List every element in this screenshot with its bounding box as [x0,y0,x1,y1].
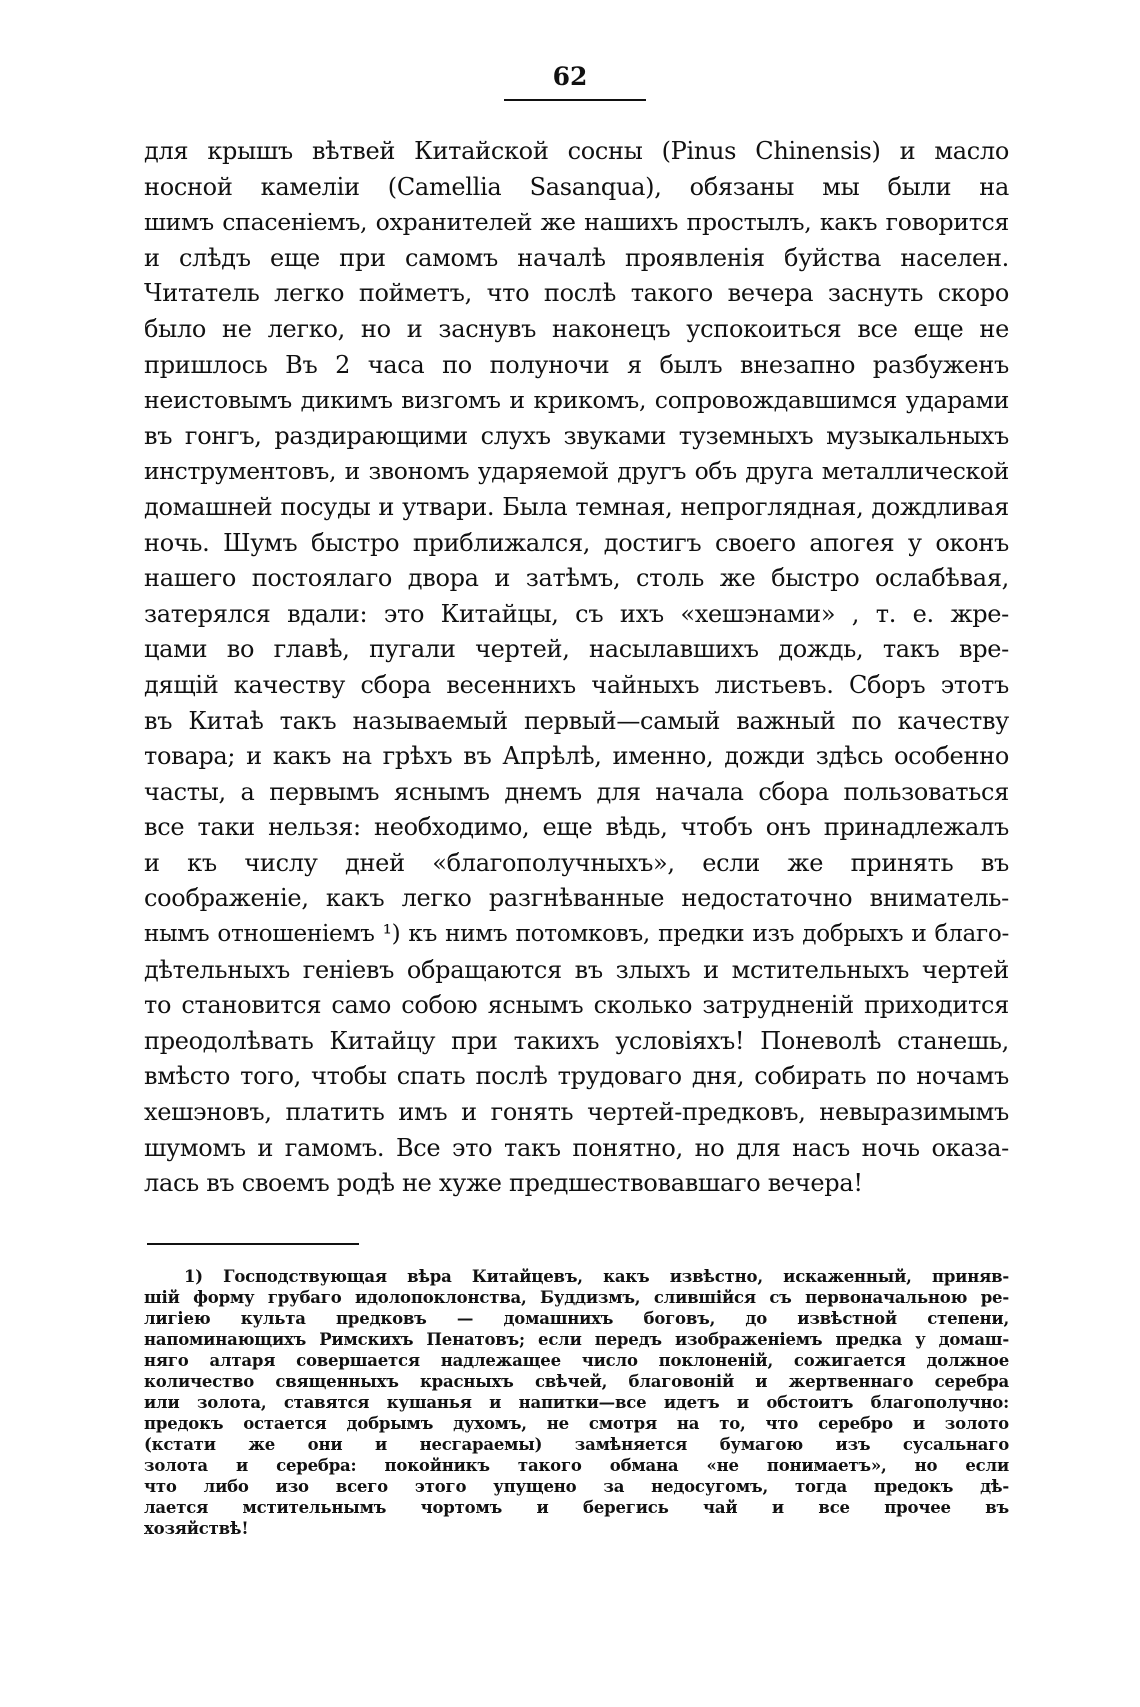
footnote-line: золота и серебра: покойникъ такого обмана «не понимаетъ», но если [144,1456,1009,1475]
page-number: 62 [552,62,588,91]
footnote-line: что либо изо всего этого упущено за недосугомъ, тогда предокъ дѣ- [144,1477,1009,1496]
text-line: и слѣдъ еще при самомъ началѣ проявленія буйства населен. [144,243,1009,272]
footnote-line: лигіею культа предковъ — домашнихъ боговъ, до извѣстной степени, [144,1309,1009,1328]
text-line: носной камеліи (Camellia Sasanqua), обязаны мы были на [144,172,1009,201]
text-line: шумомъ и гамомъ. Все это такъ понятно, но для насъ ночь оказа- [144,1133,1009,1162]
footnote [144,1266,1009,1539]
text-line: было не легко, но и заснувъ наконецъ успокоиться все еще не [144,314,1009,343]
text-line: шимъ спасеніемъ, охранителей же нашихъ простылъ, какъ говорится [144,208,1009,237]
footnote-line: хозяйствѣ! [144,1519,249,1538]
footnote-line: напоминающихъ Римскихъ Пенатовъ; если передъ изображеніемъ предка у домаш- [144,1330,1009,1349]
text-line: часты, а первымъ яснымъ днемъ для начала сбора пользоваться [144,777,1009,806]
text-line: нашего постоялаго двора и затѣмъ, столь же быстро ослабѣвая, [144,564,1009,593]
text-line: въ Китаѣ такъ называемый первый—самый важный по качеству [144,706,1009,735]
footnote-line: (кстати же они и несгараемы) замѣняется бумагою изъ сусальнаго [144,1435,1009,1454]
text-line: ночь. Шумъ быстро приближался, достигъ своего апогея у оконъ [144,528,1009,557]
text-line: соображеніе, какъ легко разгнѣванные недостаточно вниматель- [144,884,1009,913]
footnote-line: няго алтаря совершается надлежащее число поклоненій, сожигается должное [144,1351,1009,1370]
text-line: въ гонгъ, раздирающими слухъ звуками туземныхъ музыкальныхъ [144,421,1009,450]
text-line: Читатель легко пойметъ, что послѣ такого вечера заснуть скоро [144,279,1009,308]
footnote-line: предокъ остается добрымъ духомъ, не смотря на то, что серебро и золото [144,1414,1009,1433]
footnote-line: шій форму грубаго идолопоклонства, Буддизмъ, слившійся съ первоначальною ре- [144,1288,1009,1307]
text-line: все таки нельзя: необходимо, еще вѣдь, чтобъ онъ принадлежалъ [144,813,1009,842]
text-line: инструментовъ, и звономъ ударяемой другъ объ друга металлической [144,457,1009,486]
text-line: пришлось Въ 2 часа по полуночи я былъ внезапно разбуженъ [144,350,1009,379]
footnote-line: или золота, ставятся кушанья и напитки—все идетъ и обстоитъ благополучно: [144,1393,1009,1412]
footnote-line: количество священныхъ красныхъ свѣчей, благовоній и жертвеннаго серебра [144,1372,1009,1391]
text-line: нымъ отношеніемъ ¹) къ нимъ потомковъ, предки изъ добрыхъ и благо- [144,921,1009,948]
text-line: и къ числу дней «благополучныхъ», если же принять въ [144,848,1009,877]
text-line: для крышъ вѣтвей Китайской сосны (Pinus Chinensis) и масло [144,137,1009,165]
body-text [144,134,1009,1202]
text-line: домашней посуды и утвари. Была темная, непроглядная, дождливая [144,492,1009,521]
text-line: товара; и какъ на грѣхъ въ Апрѣлѣ, именно, дожди здѣсь особенно [144,742,1009,771]
text-line: то становится само собою яснымъ сколько затрудненій приходится [144,991,1009,1020]
footnote-separator [147,1243,359,1245]
text-line: дящій качеству сбора весеннихъ чайныхъ листьевъ. Сборъ этотъ [144,670,1009,699]
footnote-line: 1) Господствующая вѣра Китайцевъ, какъ извѣстно, искаженный, приняв- [184,1267,1009,1286]
text-line: цами во главѣ, пугали чертей, насылавшихъ дождь, такъ вре- [144,635,1009,664]
page-number-rule [504,99,646,101]
text-line: затерялся вдали: это Китайцы, съ ихъ «хешэнами» , т. е. жре- [144,599,1009,628]
text-line: преодолѣвать Китайцу при такихъ условіяхъ! Поневолѣ станешь, [144,1026,1009,1055]
text-line: хешэновъ, платить имъ и гонять чертей-предковъ, невыразимымъ [144,1098,1009,1127]
text-line: неистовымъ дикимъ визгомъ и крикомъ, сопровождавшимся ударами [144,386,1009,415]
text-line: вмѣсто того, чтобы спать послѣ трудоваго дня, собирать по ночамъ [144,1062,1009,1091]
footnote-line: лается мстительнымъ чортомъ и берегись чай и все прочее въ [144,1498,1009,1517]
text-line: лась въ своемъ родѣ не хуже предшествовавшаго вечера! [144,1169,863,1198]
text-line: дѣтельныхъ геніевъ обращаются въ злыхъ и мстительныхъ чертей [144,955,1009,984]
